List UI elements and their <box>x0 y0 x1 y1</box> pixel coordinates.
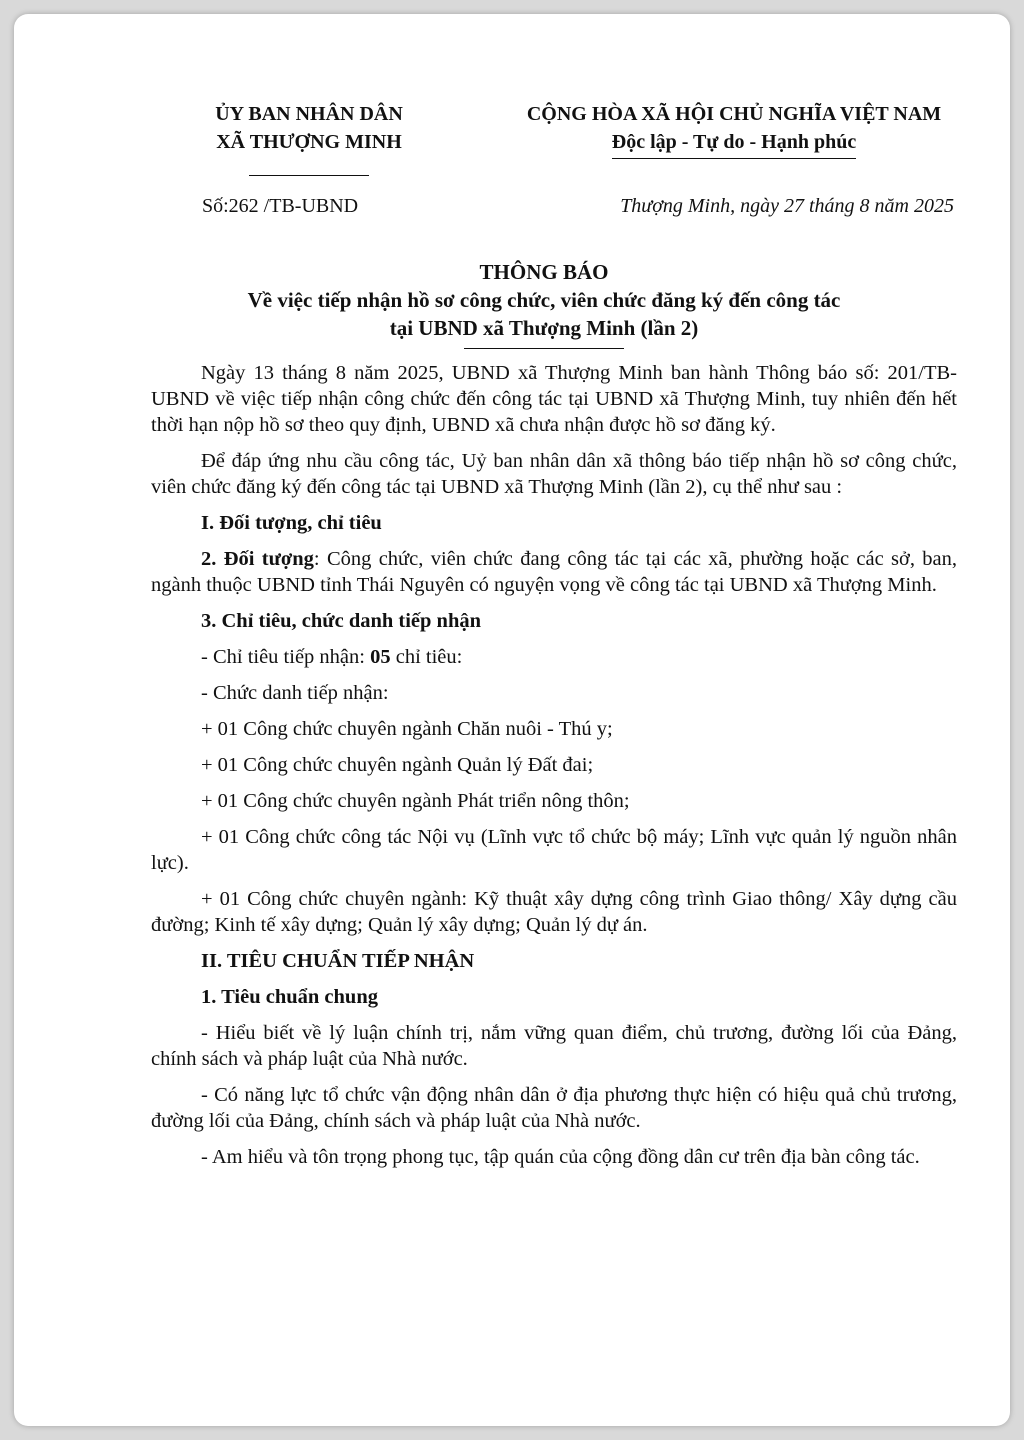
document-body <box>151 360 957 1180</box>
title-sub-1: Về việc tiếp nhận hồ sơ công chức, viên chức đăng ký đến công tác <box>247 288 841 312</box>
section-1-heading: I. Đối tượng, chỉ tiêu <box>201 512 382 534</box>
item-2-label: 2. Đối tượng <box>201 548 314 570</box>
item-2-text: : Công chức, viên chức đang công tác tại các xã, phường hoặc các sở, ban, ngành thuộc UBND tỉnh Thái Nguyên có nguyện vọng về công tác tại UBND xã Thượng Minh. <box>151 548 957 596</box>
title-sub-2: tại UBND xã Thượng Minh (lần 2) <box>389 316 699 340</box>
agency-line-2: XÃ THƯỢNG MINH <box>216 131 402 153</box>
quota-line <box>151 644 957 670</box>
document-page <box>14 14 1010 1426</box>
title-rule <box>464 348 624 349</box>
position-item: + 01 Công chức chuyên ngành Phát triển nông thôn; <box>201 790 630 812</box>
section-2-heading: II. TIÊU CHUẨN TIẾP NHẬN <box>201 950 475 972</box>
motto: Độc lập - Tự do - Hạnh phúc <box>612 128 856 159</box>
criteria-item: - Am hiểu và tôn trọng phong tục, tập quán của cộng đồng dân cư trên địa bàn công tác. <box>201 1146 920 1168</box>
quota-suffix: chỉ tiêu: <box>390 646 463 668</box>
quota-value: 05 <box>370 646 391 668</box>
position-item: + 01 Công chức chuyên ngành Quản lý Đất đai; <box>201 754 594 776</box>
issuing-agency-header <box>164 100 454 184</box>
document-title <box>94 258 994 349</box>
quota-prefix: - Chỉ tiêu tiếp nhận: <box>201 646 371 668</box>
criteria-item: - Hiểu biết về lý luận chính trị, nắm vững quan điểm, chủ trương, đường lối của Đảng, chính sách và pháp luật của Nhà nước. <box>151 1022 957 1070</box>
title-main: THÔNG BÁO <box>479 260 609 284</box>
criteria-item: - Có năng lực tổ chức vận động nhân dân ở địa phương thực hiện có hiệu quả chủ trương, đường lối của Đảng, chính sách và pháp luật của Nhà nước. <box>151 1084 957 1132</box>
document-number: Số:262 /TB-UBND <box>202 195 359 217</box>
nation-line: CỘNG HÒA XÃ HỘI CHỦ NGHĨA VIỆT NAM <box>526 103 942 125</box>
paragraph-purpose: Để đáp ứng nhu cầu công tác, Uỷ ban nhân dân xã thông báo tiếp nhận hồ sơ công chức, viên chức đăng ký đến công tác tại UBND xã Thượng Minh (lần 2), cụ thể như sau : <box>151 450 957 498</box>
item-3-heading: 3. Chỉ tiêu, chức danh tiếp nhận <box>201 610 482 632</box>
item-2-paragraph <box>151 546 957 598</box>
paragraph-intro: Ngày 13 tháng 8 năm 2025, UBND xã Thượng Minh ban hành Thông báo số: 201/TB-UBND về việc tiếp nhận công chức đến công tác tại UBND xã Thượng Minh, tuy nhiên đến hết thời hạn nộp hồ sơ theo quy định, UBND xã chưa nhận được hồ sơ đăng ký. <box>151 362 957 436</box>
document-date: Thượng Minh, ngày 27 tháng 8 năm 2025 <box>620 195 954 217</box>
positions-label: - Chức danh tiếp nhận: <box>201 682 389 704</box>
position-item: + 01 Công chức chuyên ngành Chăn nuôi - Thú y; <box>201 718 613 740</box>
agency-underline <box>164 156 454 184</box>
national-header <box>484 100 984 159</box>
subsection-2-1-heading: 1. Tiêu chuẩn chung <box>201 986 378 1008</box>
position-item: + 01 Công chức công tác Nội vụ (Lĩnh vực tổ chức bộ máy; Lĩnh vực quản lý nguồn nhân lực). <box>151 826 957 874</box>
agency-line-1: ỦY BAN NHÂN DÂN <box>215 103 403 125</box>
position-item: + 01 Công chức chuyên ngành: Kỹ thuật xây dựng công trình Giao thông/ Xây dựng cầu đường; Kinh tế xây dựng; Quản lý xây dựng; Quản lý dự án. <box>151 888 957 936</box>
